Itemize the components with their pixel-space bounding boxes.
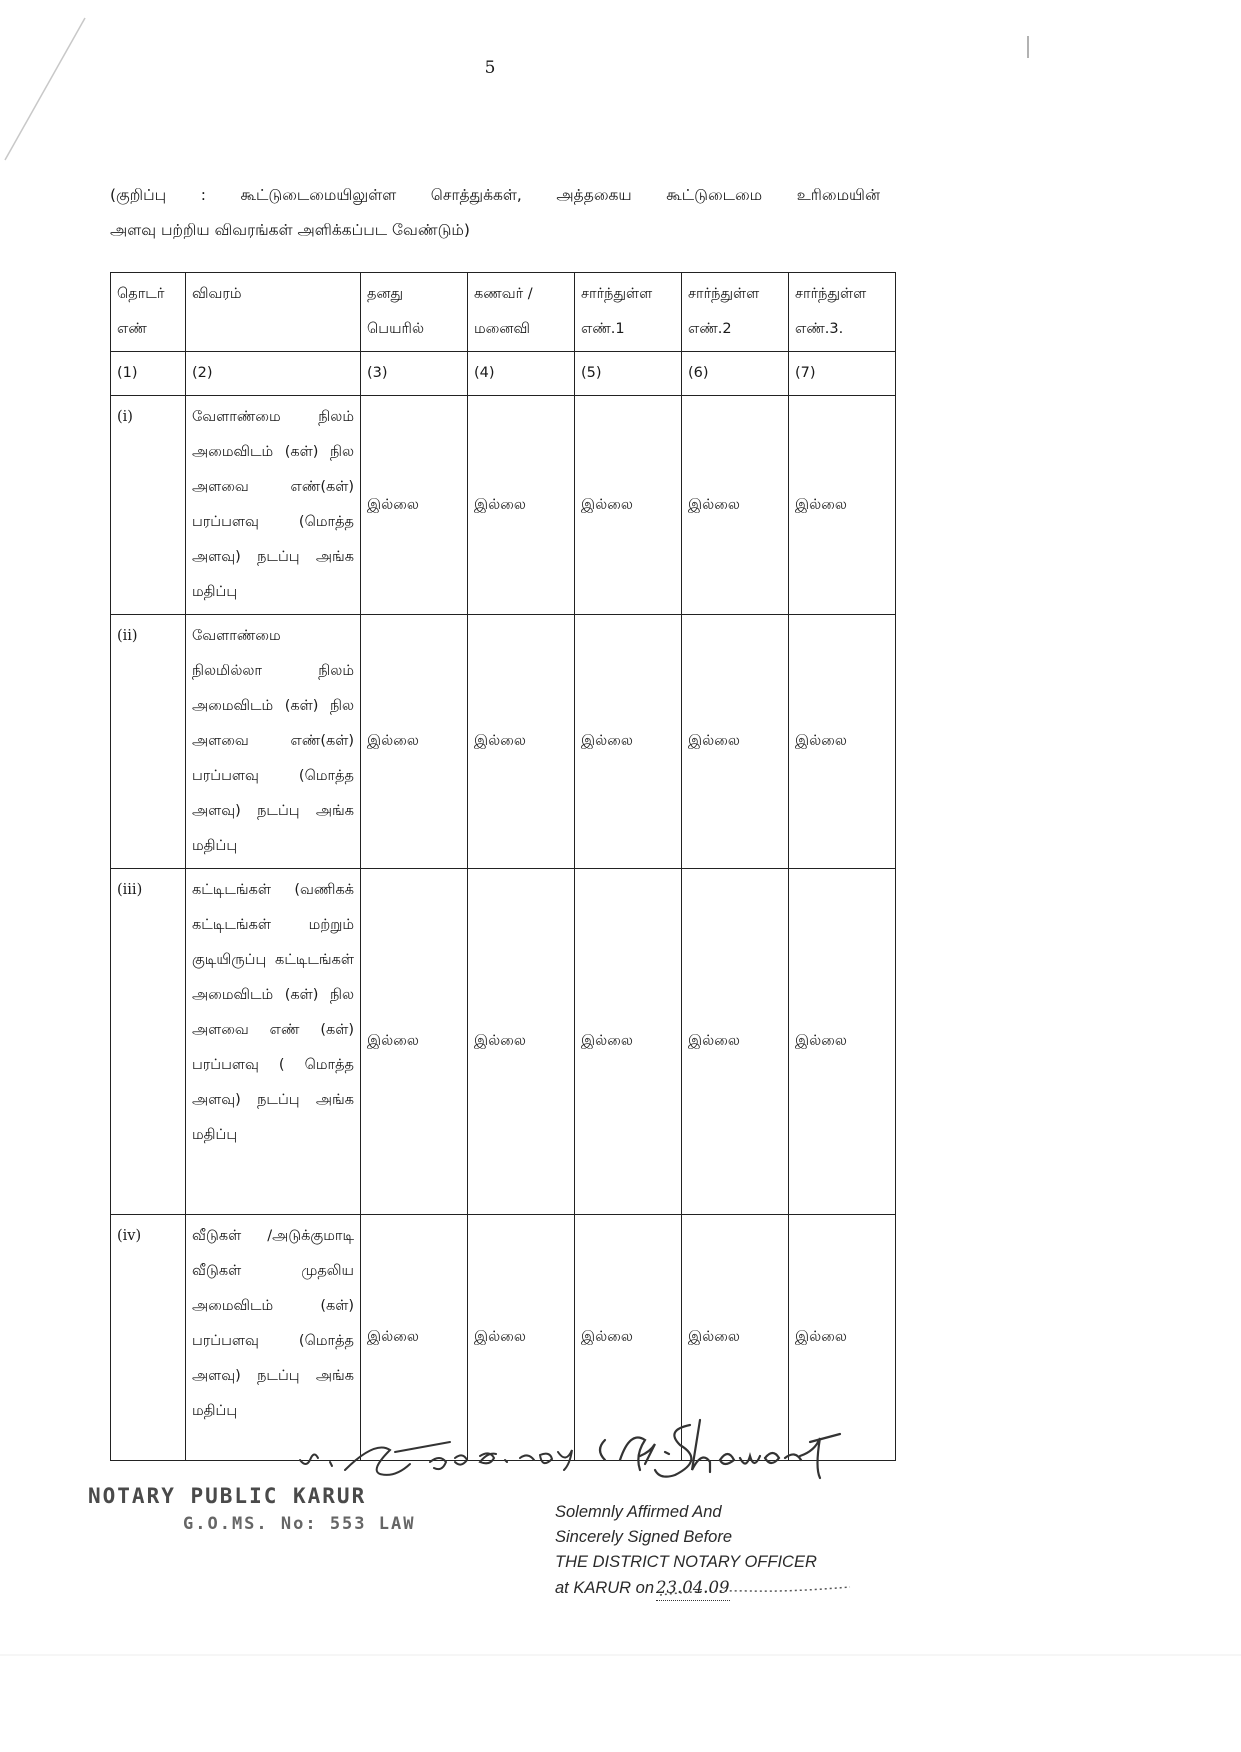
- affirmation-block: [555, 1500, 817, 1601]
- header-details: விவரம்: [186, 273, 361, 352]
- row-description: வேளாண்மை நிலம் அமைவிடம் (கள்) நில அளவை எண்(கள்) பரப்பளவு (மொத்த அளவு) நடப்பு அங்க மதிப்பு: [186, 396, 361, 615]
- row-value: இல்லை: [789, 396, 896, 615]
- row-description: வேளாண்மை நிலமில்லா நிலம் அமைவிடம் (கள்) நில அளவை எண்(கள்) பரப்பளவு (மொத்த அளவு) நடப்பு அங்க மதிப்பு: [186, 615, 361, 869]
- column-number: (3): [361, 352, 468, 396]
- row-value: இல்லை: [575, 1215, 682, 1461]
- affirmation-line-4: [555, 1575, 817, 1601]
- header-dependent-2: சார்ந்துள்ள எண்.2: [682, 273, 789, 352]
- header-dependent-1: சார்ந்துள்ள எண்.1: [575, 273, 682, 352]
- column-number: (6): [682, 352, 789, 396]
- column-number: (1): [111, 352, 186, 396]
- row-serial: (iii): [111, 869, 186, 1215]
- row-value: இல்லை: [468, 1215, 575, 1461]
- row-value: இல்லை: [789, 1215, 896, 1461]
- row-value: இல்லை: [361, 1215, 468, 1461]
- row-value: இல்லை: [575, 396, 682, 615]
- header-serial: தொடர் எண்: [111, 273, 186, 352]
- deponent-signature: [600, 1420, 840, 1478]
- affirmation-line-3: THE DISTRICT NOTARY OFFICER: [555, 1553, 817, 1571]
- row-value: இல்லை: [682, 396, 789, 615]
- notary-signature: [300, 1442, 572, 1475]
- row-serial: (i): [111, 396, 186, 615]
- note-line-2: அளவு பற்றிய விவரங்கள் அளிக்கப்பட வேண்டும்): [110, 221, 470, 239]
- column-number: (5): [575, 352, 682, 396]
- affirmation-line-1: Solemnly Affirmed And: [555, 1503, 722, 1521]
- column-number: (7): [789, 352, 896, 396]
- header-dependent-3: சார்ந்துள்ள எண்.3.: [789, 273, 896, 352]
- row-value: இல்லை: [789, 869, 896, 1215]
- stamp-line-1: NOTARY PUBLIC KARUR: [88, 1484, 367, 1508]
- row-value: இல்லை: [575, 615, 682, 869]
- column-number: (2): [186, 352, 361, 396]
- row-value: இல்லை: [361, 396, 468, 615]
- row-value: இல்லை: [468, 615, 575, 869]
- row-value: இல்லை: [789, 615, 896, 869]
- row-serial: (iv): [111, 1215, 186, 1461]
- affirmation-prefix: at KARUR on: [555, 1579, 655, 1597]
- row-value: இல்லை: [575, 869, 682, 1215]
- row-value: இல்லை: [682, 615, 789, 869]
- header-spouse: கணவர் / மனைவி: [468, 273, 575, 352]
- affirmation-line-2: Sincerely Signed Before: [555, 1528, 733, 1546]
- row-value: இல்லை: [468, 869, 575, 1215]
- row-serial: (ii): [111, 615, 186, 869]
- header-self: தனது பெயரில்: [361, 273, 468, 352]
- note-line-1: (குறிப்பு : கூட்டுடைமையிலுள்ள சொத்துக்கள், அத்தகைய கூட்டுடைமை உரிமையின்: [110, 186, 880, 204]
- row-value: இல்லை: [682, 869, 789, 1215]
- scan-artifact-line: [5, 18, 85, 160]
- page-number: 5: [484, 58, 496, 78]
- row-value: இல்லை: [361, 869, 468, 1215]
- stamp-line-2: G.O.MS. No: 553 LAW: [183, 1514, 416, 1534]
- row-value: இல்லை: [361, 615, 468, 869]
- column-number: (4): [468, 352, 575, 396]
- row-value: இல்லை: [468, 396, 575, 615]
- row-description: கட்டிடங்கள் (வணிகக் கட்டிடங்கள் மற்றும் குடியிருப்பு கட்டிடங்கள் அமைவிடம் (கள்) நில அளவை எண் (கள்) பரப்பளவு ( மொத்த அளவு) நடப்பு அங்க மதிப்பு: [186, 869, 361, 1215]
- row-description: வீடுகள் /அடுக்குமாடி வீடுகள் முதலிய அமைவிடம் (கள்) பரப்பளவு (மொத்த அளவு) நடப்பு அங்க மதிப்பு: [186, 1215, 361, 1461]
- notary-stamp: [88, 1484, 415, 1534]
- affirmation-date: 23.04.09: [656, 1575, 729, 1601]
- row-value: இல்லை: [682, 1215, 789, 1461]
